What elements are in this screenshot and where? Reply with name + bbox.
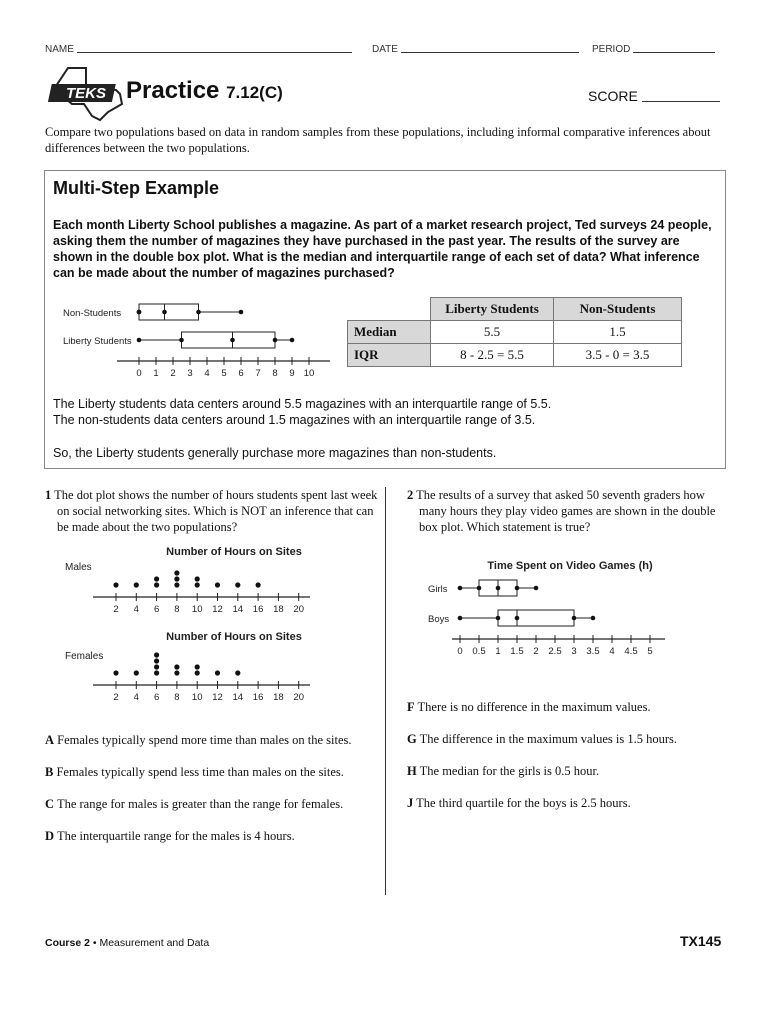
males-plot-title: Number of Hours on Sites [166,546,302,558]
example-axis-tick-label: 4 [204,368,210,379]
males-axis-tick-label: 14 [232,604,244,615]
multi-step-example-box [44,170,726,469]
females-axis-tick-label: 4 [133,692,139,703]
females-axis-tick-label: 16 [252,692,264,703]
title-text: Practice [126,77,220,104]
example-box-plot [45,297,335,383]
example-axis-tick-label: 6 [238,368,244,379]
girls-box-plot-point [458,586,463,591]
period-line[interactable] [633,52,715,53]
date-label: DATE [372,44,398,55]
footer-course-name: Course 2 [45,937,90,949]
table-header-liberty: Liberty Students [431,298,554,321]
males-dot [113,582,118,587]
table-row [348,321,682,344]
score-label: SCORE [588,88,638,104]
boys-box-plot-point [458,616,463,621]
example-explanation-1: The Liberty students data centers around 5.5 magazines with an interquartile range of 5.5. [53,397,552,411]
males-axis-tick-label: 6 [153,604,160,615]
example-axis-tick-label: 0 [136,368,142,379]
females-dot [235,670,240,675]
question-2 [407,487,734,535]
q2-axis-tick-label: 1.5 [510,646,524,657]
girls-box-plot-point [477,586,482,591]
example-axis-tick-label: 3 [187,368,193,379]
q2-axis-tick-label: 2 [533,646,539,657]
logo-text: TEKS [66,85,107,102]
females-axis-tick-label: 10 [191,692,203,703]
footer-course: Course 2 • Measurement and Data [45,937,210,949]
girls-box-plot-point [515,586,520,591]
q2-box-plot [420,554,680,666]
non-students-box-plot-point [137,310,142,315]
boys-box-plot-point [591,616,596,621]
answer-option-c[interactable]: C The range for males is greater than the range for females. [45,797,344,811]
page-title [126,77,283,105]
females-plot-title: Number of Hours on Sites [166,631,302,643]
table-row-label-median: Median [348,321,431,344]
males-dot [195,576,200,581]
date-field [372,44,579,55]
question-2-text: The results of a survey that asked 50 seventh graders how many hours they play video games are shown in the double box plot. Which statement is true? [416,488,716,534]
date-line[interactable] [401,52,579,53]
non-students-box-plot-point [162,310,167,315]
footer-section: Measurement and Data [99,937,210,949]
question-1 [45,487,387,535]
liberty-students-box-plot-point [179,338,184,343]
answer-option-b[interactable]: B Females typically spend less time than males on the sites. [45,765,344,779]
males-dot [235,582,240,587]
q2-axis-tick-label: 3.5 [586,646,600,657]
females-axis-tick-label: 6 [153,692,160,703]
example-axis-tick-label: 10 [303,368,315,379]
non-students-box-plot-point [196,310,201,315]
intro-text: Compare two populations based on data in random samples from these populations, including informal comparative inferences about differences between the two populations. [45,125,711,155]
example-conclusion: So, the Liberty students generally purchase more magazines than non-students. [53,446,497,460]
q2-axis-tick-label: 1 [495,646,501,657]
table-row [348,344,682,367]
males-axis-tick-label: 4 [133,604,139,615]
name-line[interactable] [77,52,352,53]
question-1-number: 1 [45,488,52,502]
males-axis-tick-label: 8 [174,604,180,615]
females-dot [195,664,200,669]
name-field [45,44,352,55]
non-students-box-plot-box [139,304,199,320]
females-dot [195,670,200,675]
non-students-box-plot-point [239,310,244,315]
question-2-number: 2 [407,488,414,502]
table-row-label-iqr: IQR [348,344,431,367]
score-field [588,88,720,104]
girls-box-plot-point [534,586,539,591]
example-axis-tick-label: 5 [221,368,227,379]
males-label: Males [65,562,92,573]
teks-logo-icon [46,64,126,122]
males-axis-tick-label: 10 [191,604,203,615]
answer-option-d[interactable]: D The interquartile range for the males is 4 hours. [45,829,295,843]
score-line[interactable] [642,101,720,102]
females-dot [154,652,159,657]
example-explanation-2: The non-students data centers around 1.5 magazines with an interquartile range of 3.5. [53,413,536,427]
males-dot [154,582,159,587]
q1-options [45,732,365,844]
females-dot [113,670,118,675]
males-dot [215,582,220,587]
example-axis-tick-label: 9 [289,368,295,379]
males-axis-tick-label: 12 [212,604,223,615]
example-axis-tick-label: 1 [153,368,159,379]
boys-box-plot-point [496,616,501,621]
table-header-row [348,298,682,321]
q2-axis-tick-label: 0.5 [472,646,486,657]
females-axis-tick-label: 12 [212,692,223,703]
answer-option-f[interactable]: F There is no difference in the maximum values. [407,700,651,714]
q2-axis-tick-label: 0 [457,646,463,657]
example-axis-tick-label: 2 [170,368,176,379]
q2-options [407,699,727,811]
males-dot [154,576,159,581]
females-axis-tick-label: 18 [273,692,284,703]
males-dot [174,570,179,575]
males-dot [195,582,200,587]
standard-code: 7.12(C) [226,83,283,102]
example-problem: Each month Liberty School publishes a magazine. As part of a market research project, Ted surveys 24 people, asking them the number of magazines they have purchased in the past year. The results of the survey are shown in the double box plot. What is the median and interquartile range of each set of data? What inference can be made about the number of magazines purchased? [53,218,712,280]
box-plot-label-non-students: Non-Students [63,308,122,319]
boys-box-plot-point [515,616,520,621]
period-label: PERIOD [592,44,631,55]
girls-box-plot-point [496,586,501,591]
q1-dot-plots [45,542,375,710]
females-dot [174,664,179,669]
q2-plot-title: Time Spent on Video Games (h) [487,560,653,572]
table-header-non-students: Non-Students [554,298,682,321]
females-dot [154,664,159,669]
males-axis-tick-label: 16 [252,604,264,615]
name-label: NAME [45,44,74,55]
males-axis-tick-label: 20 [293,604,304,615]
table-cell: 1.5 [554,321,682,344]
q2-axis-tick-label: 3 [571,646,577,657]
liberty-students-box-plot-point [290,338,295,343]
boys-box-plot-point [572,616,577,621]
females-label: Females [65,651,104,662]
example-axis-tick-label: 7 [255,368,261,379]
females-axis-tick-label: 8 [174,692,180,703]
stats-table [347,297,682,367]
answer-option-a[interactable]: A Females typically spend more time than males on the sites. [45,733,352,747]
males-axis-tick-label: 18 [273,604,284,615]
column-divider [385,487,386,895]
females-dot [154,658,159,663]
question-1-text: The dot plot shows the number of hours students spent last week on social networking sites. Which is NOT an inference that can be made about the two populations? [54,488,378,534]
liberty-students-box-plot-point [230,338,235,343]
liberty-students-box-plot-box [182,332,276,348]
period-field [592,44,715,55]
males-axis-tick-label: 2 [113,604,119,615]
example-axis-tick-label: 8 [272,368,278,379]
boys-box-plot-box [498,610,574,626]
q2-axis-tick-label: 5 [647,646,653,657]
page-number: TX145 [680,933,722,949]
answer-option-j[interactable]: J The third quartile for the boys is 2.5 hours. [407,796,631,810]
females-dot [134,670,139,675]
males-dot [134,582,139,587]
boys-label: Boys [428,614,450,625]
girls-label: Girls [428,584,448,595]
q2-axis-tick-label: 4.5 [624,646,638,657]
q2-axis-tick-label: 4 [609,646,615,657]
answer-option-h[interactable]: H The median for the girls is 0.5 hour. [407,764,600,778]
females-dot [154,670,159,675]
females-axis-tick-label: 2 [113,692,119,703]
females-dot [215,670,220,675]
females-dot [174,670,179,675]
liberty-students-box-plot-point [273,338,278,343]
females-axis-tick-label: 20 [293,692,304,703]
males-dot [256,582,261,587]
table-cell: 8 - 2.5 = 5.5 [431,344,554,367]
females-axis-tick-label: 14 [232,692,244,703]
table-cell: 3.5 - 0 = 3.5 [554,344,682,367]
q2-axis-tick-label: 2.5 [548,646,562,657]
answer-option-g[interactable]: G The difference in the maximum values is 1.5 hours. [407,732,677,746]
males-dot [174,582,179,587]
table-cell: 5.5 [431,321,554,344]
example-heading: Multi-Step Example [53,178,220,198]
liberty-students-box-plot-point [137,338,142,343]
males-dot [174,576,179,581]
box-plot-label-liberty-students: Liberty Students [63,336,132,347]
